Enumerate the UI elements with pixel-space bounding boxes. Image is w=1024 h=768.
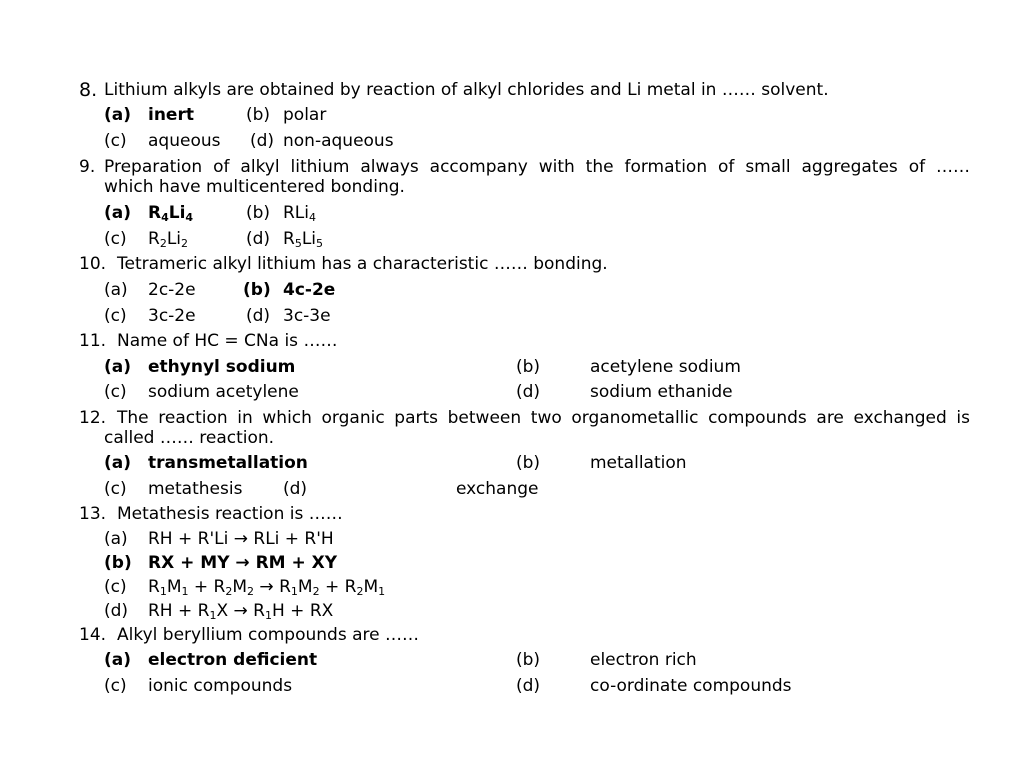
option-label: (a) [104,650,132,670]
question-number: 8. [79,79,98,101]
question-number: 10. [79,254,107,274]
option-label: (c) [104,479,127,499]
option-text: electron deficient [148,650,318,670]
option-label: (b) [516,453,541,473]
question-text: Tetrameric alkyl lithium has a characteristic …… bonding. [117,254,608,274]
question-text: Lithium alkyls are obtained by reaction of alkyl chlorides and Li metal in …… solvent. [104,80,829,100]
option-equation: RX + MY → RM + XY [148,553,338,573]
option-label: (c) [104,577,127,597]
option-text: aqueous [148,131,221,151]
option-label: (d) [283,479,308,499]
option-label: (d) [246,229,271,249]
option-label: (c) [104,676,127,696]
option-label: (d) [516,382,541,402]
option-text: co-ordinate compounds [590,676,792,696]
option-formula: $R_4Li_4$ [148,203,194,224]
option-label: (c) [104,382,127,402]
option-label: (d) [104,601,129,621]
option-text: 4c-2e [283,280,336,300]
option-label: (c) [104,229,127,249]
option-equation: RH + R'Li → RLi + R'H [148,529,334,549]
option-text: transmetallation [148,453,308,473]
option-label: (a) [104,203,132,223]
option-formula: $R_5Li_5$ [283,229,324,250]
option-label: (d) [250,131,275,151]
option-label: (c) [104,306,127,326]
option-text: metathesis [148,479,243,499]
question-number: 14. [79,625,107,645]
option-label: (d) [246,306,271,326]
option-label: (a) [104,357,132,377]
option-equation: $R_1M_1 + R_2M_2 \to R_1M_2 + R_2M_1$ [148,577,386,598]
option-label: (b) [243,280,271,300]
question-text: Metathesis reaction is …… [117,504,343,524]
question-text: Name of HC = CNa is …… [117,331,338,351]
option-label: (a) [104,280,128,300]
option-text: ionic compounds [148,676,293,696]
option-text: inert [148,105,194,125]
option-label: (b) [516,357,541,377]
option-text: 3c-3e [283,306,331,326]
option-formula: RLi$_4$ [283,203,317,224]
option-text: non-aqueous [283,131,394,151]
question-number: 13. [79,504,107,524]
question-text-line-1: Preparation of alkyl lithium always accompany with the formation of small aggregates of …… [104,157,970,177]
option-label: (a) [104,453,132,473]
option-label: (b) [104,553,132,573]
option-text: 3c-2e [148,306,196,326]
question-number: 9. [79,157,96,177]
option-label: (b) [246,105,271,125]
option-label: (c) [104,131,127,151]
option-label: (d) [516,676,541,696]
question-text-line-1: The reaction in which organic parts between two organometallic compounds are exchanged is [117,408,970,428]
option-text: sodium ethanide [590,382,733,402]
option-formula: $R_2Li_2$ [148,229,189,250]
question-number: 12. [79,408,107,428]
option-label: (a) [104,105,132,125]
option-equation: RH + $R_1X \to R_1H$ + RX [148,601,334,622]
option-text: polar [283,105,327,125]
option-label: (a) [104,529,128,549]
option-label: (b) [246,203,271,223]
option-text: exchange [456,479,539,499]
option-text: metallation [590,453,687,473]
option-label: (b) [516,650,541,670]
question-text-line-2: called …… reaction. [104,428,275,448]
question-text-line-2: which have multicentered bonding. [104,177,405,197]
option-text: acetylene sodium [590,357,741,377]
option-text: electron rich [590,650,697,670]
option-text: sodium acetylene [148,382,299,402]
option-text: 2c-2e [148,280,196,300]
question-number: 11. [79,331,107,351]
question-text: Alkyl beryllium compounds are …… [117,625,419,645]
option-text: ethynyl sodium [148,357,296,377]
